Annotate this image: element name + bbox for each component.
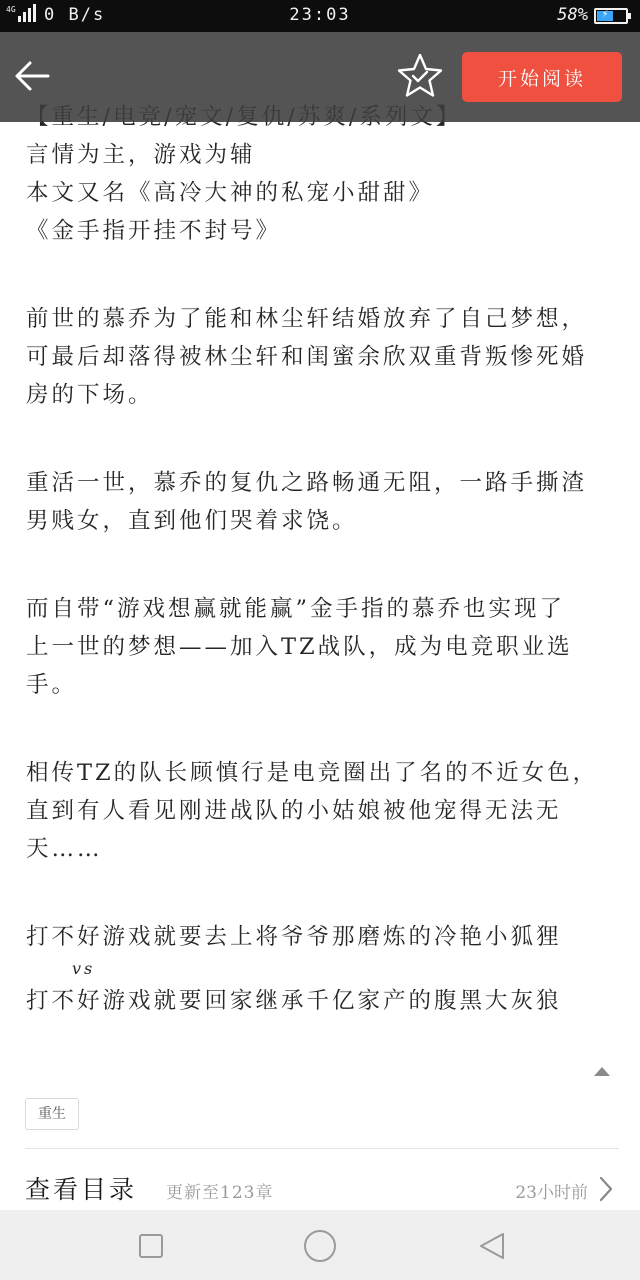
update-time: 23小时前: [515, 1183, 588, 1203]
description-line: 手。: [26, 672, 78, 698]
network-speed: 0 B/s: [44, 5, 106, 25]
clock: 23:03: [289, 5, 351, 25]
description-line: 男贱女，直到他们哭着求饶。: [26, 508, 358, 534]
vs-text: vs: [72, 959, 96, 978]
genre-tag[interactable]: 重生: [25, 1098, 79, 1130]
description-line: 而自带“游戏想赢就能赢”金手指的慕乔也实现了: [26, 596, 566, 622]
catalog-title: 查看目录: [25, 1175, 138, 1204]
battery-fill: [597, 7, 613, 21]
triangle-up-icon[interactable]: [592, 1064, 612, 1078]
star-check-icon[interactable]: [396, 52, 444, 100]
update-status: 更新至123章: [166, 1183, 274, 1203]
square-icon[interactable]: [135, 1230, 167, 1262]
description-line: 相传TZ的队长顾慎行是电竞圈出了名的不近女色，: [26, 760, 599, 786]
book-description: [26, 98, 616, 1020]
description-line: 房的下场。: [26, 382, 154, 408]
description-line: 直到有人看见刚进战队的小姑娘被他宠得无法无: [26, 798, 562, 824]
paragraph-gap: [26, 704, 616, 754]
circle-icon[interactable]: [302, 1228, 338, 1264]
description-line: 上一世的梦想——加入TZ战队，成为电竞职业选: [26, 634, 573, 660]
description-line: 天……: [26, 836, 103, 862]
network-type: 4G: [6, 5, 16, 14]
description-line: 本文又名《高冷大神的私宠小甜甜》: [26, 180, 435, 206]
start-reading-button[interactable]: 开始阅读: [462, 52, 622, 102]
description-line: 可最后却落得被林尘轩和闺蜜余欣双重背叛惨死婚: [26, 344, 588, 370]
battery-percent: 58%: [557, 5, 588, 25]
description-line: 打不好游戏就要去上将爷爷那磨炼的冷艳小狐狸: [26, 924, 562, 950]
view-catalog-row[interactable]: [0, 1158, 640, 1214]
description-line: 前世的慕乔为了能和林尘轩结婚放弃了自己梦想，: [26, 306, 588, 332]
battery-icon: [594, 8, 628, 24]
paragraph-gap: [26, 414, 616, 464]
system-navigation-bar: [0, 1210, 640, 1280]
description-line: 打不好游戏就要回家继承千亿家产的腹黑大灰狼: [26, 988, 562, 1014]
paragraph-gap: [26, 540, 616, 590]
triangle-back-icon[interactable]: [476, 1230, 508, 1262]
description-line: 《金手指开挂不封号》: [26, 218, 282, 244]
chevron-right-icon: [598, 1175, 614, 1203]
paragraph-gap: [26, 250, 616, 300]
paragraph-gap: [26, 868, 616, 918]
bolt-icon: ⚡: [601, 7, 609, 20]
description-line: 言情为主，游戏为辅: [26, 142, 256, 168]
arrow-left-icon[interactable]: [12, 56, 52, 96]
reader-toolbar: [0, 32, 640, 122]
status-bar: [0, 0, 640, 32]
divider: [25, 1148, 619, 1149]
description-line: 重活一世，慕乔的复仇之路畅通无阻，一路手撕渣: [26, 470, 588, 496]
